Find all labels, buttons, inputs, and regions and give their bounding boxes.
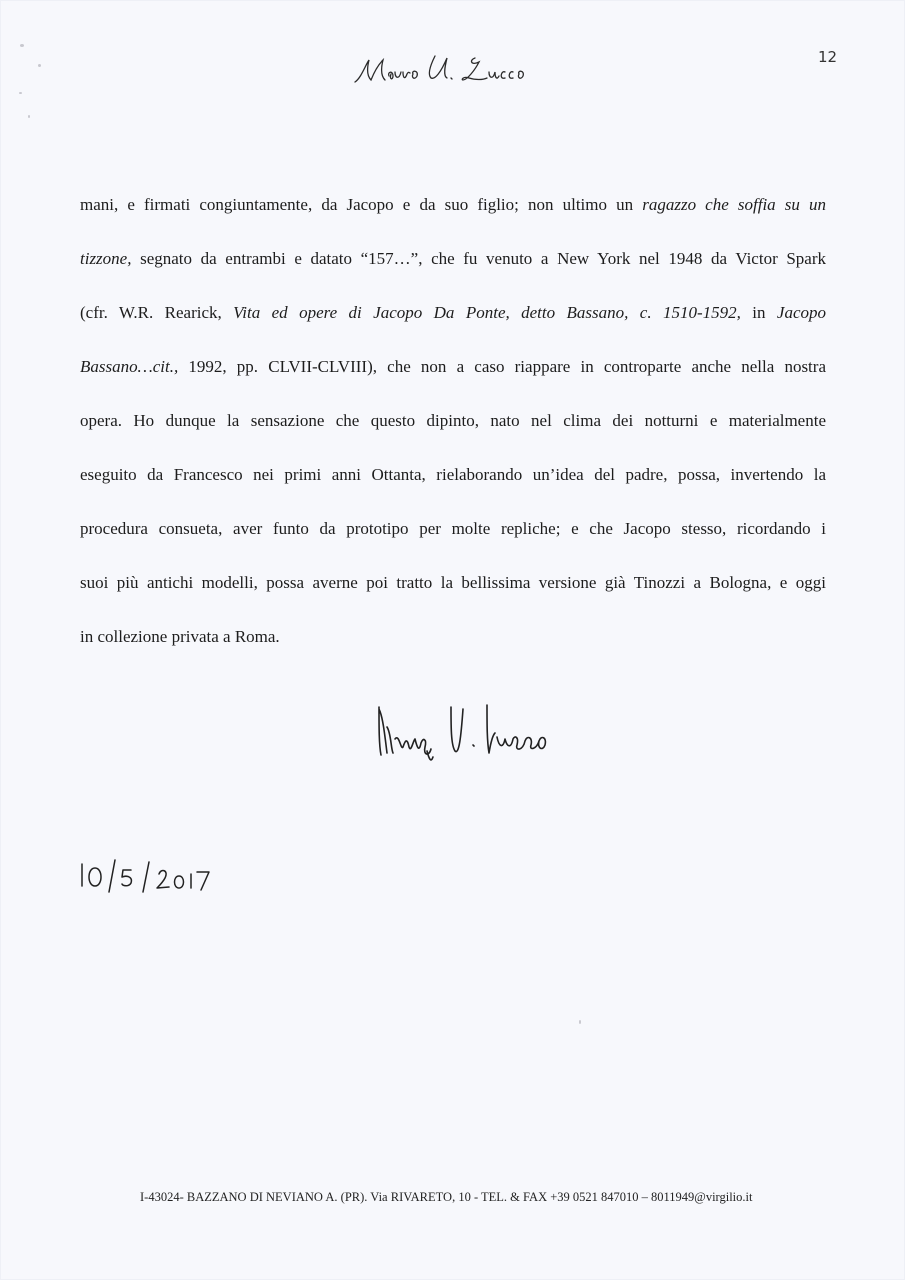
paragraph-line bbox=[80, 458, 826, 512]
paper-speck bbox=[19, 92, 22, 94]
text-segment: (cfr. W.R. Rearick, bbox=[80, 303, 234, 322]
paragraph-line bbox=[80, 296, 826, 350]
paragraph-line bbox=[80, 188, 826, 242]
paper-speck bbox=[20, 44, 24, 47]
letterhead-script-logo bbox=[353, 50, 553, 90]
italic-text-segment: Vita ed opere di Jacopo Da Ponte, detto Bassano, c. 1510-1592, bbox=[233, 303, 741, 322]
handwritten-date bbox=[77, 856, 217, 896]
text-segment: mani, e firmati congiuntamente, da Jacopo e da suo figlio; non ultimo un bbox=[80, 195, 643, 214]
paragraph-line bbox=[80, 242, 826, 296]
paragraph-line bbox=[80, 512, 826, 566]
body-paragraph bbox=[80, 188, 826, 674]
italic-text-segment: ragazzo che soffia su un bbox=[642, 195, 826, 214]
handwritten-signature bbox=[375, 697, 555, 763]
italic-text-segment: Bassano…cit., bbox=[80, 357, 179, 376]
text-segment: in collezione privata a Roma. bbox=[80, 627, 280, 646]
text-segment: suoi più antichi modelli, possa averne poi tratto la bellissima versione già Tinozzi a Bologna, e oggi bbox=[80, 573, 826, 592]
text-segment: segnato da entrambi e datato “157…”, che fu venuto a New York nel 1948 da Victor Spark bbox=[131, 249, 826, 268]
paper-speck bbox=[38, 64, 41, 67]
paper-speck bbox=[28, 115, 30, 118]
paragraph-line bbox=[80, 620, 826, 674]
page-number: 12 bbox=[818, 48, 838, 66]
text-segment: eseguito da Francesco nei primi anni Ottanta, rielaborando un’idea del padre, possa, invertendo la bbox=[80, 465, 826, 484]
letterhead-footer-address: I-43024- BAZZANO DI NEVIANO A. (PR). Via RIVARETO, 10 - TEL. & FAX +39 0521 847010 – 8011949@virgilio.it bbox=[140, 1190, 753, 1204]
text-segment: 1992, pp. CLVII-CLVIII), che non a caso riappare in controparte anche nella nostra bbox=[178, 357, 826, 376]
paragraph-line bbox=[80, 566, 826, 620]
paragraph-line bbox=[80, 350, 826, 404]
text-segment: opera. Ho dunque la sensazione che questo dipinto, nato nel clima dei notturni e materialmente bbox=[80, 411, 826, 430]
italic-text-segment: Jacopo bbox=[776, 303, 827, 322]
text-segment: in bbox=[740, 303, 777, 322]
paragraph-line bbox=[80, 404, 826, 458]
letterhead-name bbox=[353, 50, 553, 90]
italic-text-segment: tizzone, bbox=[80, 249, 132, 268]
paper-speck bbox=[579, 1020, 581, 1024]
text-segment: procedura consueta, aver funto da prototipo per molte repliche; e che Jacopo stesso, ricordando i bbox=[80, 519, 826, 538]
